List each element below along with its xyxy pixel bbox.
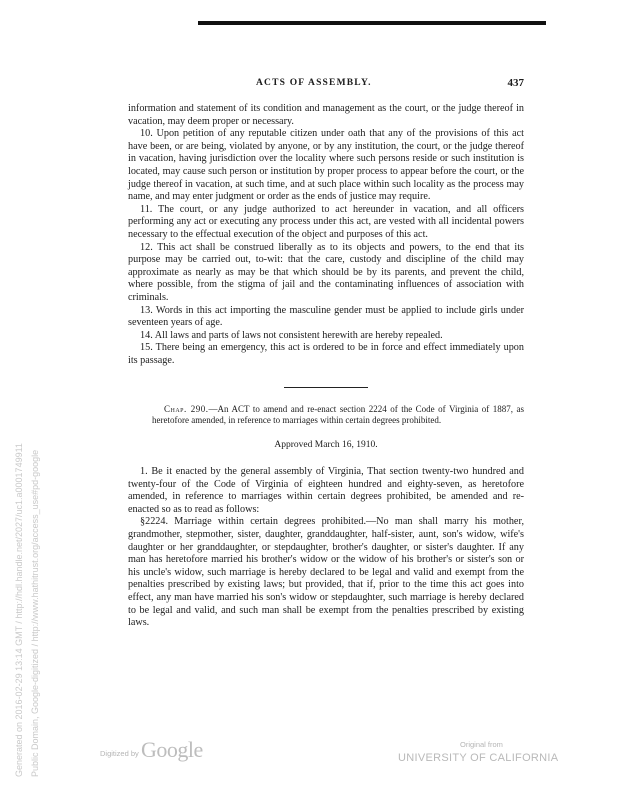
running-head	[128, 78, 524, 94]
chapter-title: —An ACT to amend and re-enact section 2224 of the Code of Virginia of 1887, as heretofore amended, in reference to marriages within certain degrees prohibited.	[152, 404, 524, 426]
paragraph-enactment: 1. Be it enacted by the general assembly of Virginia, That section twenty-two hundred and twenty-four of the Code of Virginia of eighteen hundred and eighty-seven, as heretofore amended, in reference to marriages within certain degrees prohibited, be amended and re-enacted so as to read as follows:	[128, 466, 524, 515]
body-text	[128, 103, 524, 630]
chapter-heading	[128, 404, 524, 426]
paragraph-section-11: 11. The court, or any judge authorized to act hereunder in vacation, and all officers performing any act or executing any process under this act, are vested with all incidental powers necessary to the effectual execution of the object and purposes of this act.	[128, 203, 524, 240]
original-from-label: Original from	[460, 740, 503, 749]
section-divider-rule	[284, 387, 368, 388]
google-logo: Google	[141, 737, 203, 762]
page-number: 437	[507, 77, 524, 89]
university-label: UNIVERSITY OF CALIFORNIA	[398, 752, 559, 764]
running-head-title: ACTS OF ASSEMBLY.	[256, 78, 372, 88]
paragraph-section-10: 10. Upon petition of any reputable citizen under oath that any of the provisions of this act have been, or are being, violated by anyone, or by any institution, the court, or the judge thereof in vacation, having jurisdiction over the locality where such persons reside or such institution is located, may cause such person or institution by proper process to appear before the court, or the judge thereof in vacation, at such time, and at such place within such locality as the process may name, and may enter judgment or order as the ends of justice may require.	[128, 128, 524, 203]
digitized-by-label: Digitized by	[100, 749, 139, 758]
document-page	[128, 0, 524, 800]
hathitrust-watermark	[2, 312, 46, 782]
paragraph-section-12: 12. This act shall be construed liberally as to its objects and powers, to the end that its purpose may be carried out, to-wit: that the care, custody and discipline of the child may approximate as nearly as may be that which should be by its parents, and prevent the child, where possible, from the stigma of jail and the contaminating influences of association with criminals.	[128, 241, 524, 303]
paragraph-section-14: 14. All laws and parts of laws not consistent herewith are hereby repealed.	[140, 329, 443, 341]
watermark-line-1: Generated on 2016-02-29 13:14 GMT / http://hdl.handle.net/2027/uc1.a0001749911	[14, 443, 24, 777]
paragraph-section-2224: §2224. Marriage within certain degrees prohibited.—No man shall marry his mother, grandmother, stepmother, sister, daughter, granddaughter, half-sister, aunt, son's widow, wife's daughter or her granddaughter, or stepdaughter, brother's daughter, or sister's daughter. If any man has heretofore married his brother's widow or the widow of his brother's or sister's son or his uncle's widow, such marriage is hereby declared to be legal and valid and exempt from the penalties prescribed by existing laws; but provided, that if, prior to the time this act goes into effect, any man have married his son's widow or stepdaughter, such marriage is hereby declared to be legal and valid, and such man shall be exempt from the penalties prescribed by existing laws.	[128, 516, 524, 629]
paragraph-section-15: 15. There being an emergency, this act is ordered to be in force and effect immediately upon its passage.	[128, 342, 524, 366]
paragraph-continuation: information and statement of its condition and management as the court, or the judge thereof in vacation, may deem proper or necessary.	[128, 103, 524, 127]
watermark-line-2: Public Domain, Google-digitized / http://www.hathitrust.org/access_use#pd-google	[30, 449, 40, 777]
approved-date: Approved March 16, 1910.	[274, 440, 378, 451]
paragraph-section-13: 13. Words in this act importing the masculine gender must be applied to include girls under seventeen years of age.	[128, 304, 524, 329]
chapter-label: Chap. 290.	[164, 404, 209, 415]
